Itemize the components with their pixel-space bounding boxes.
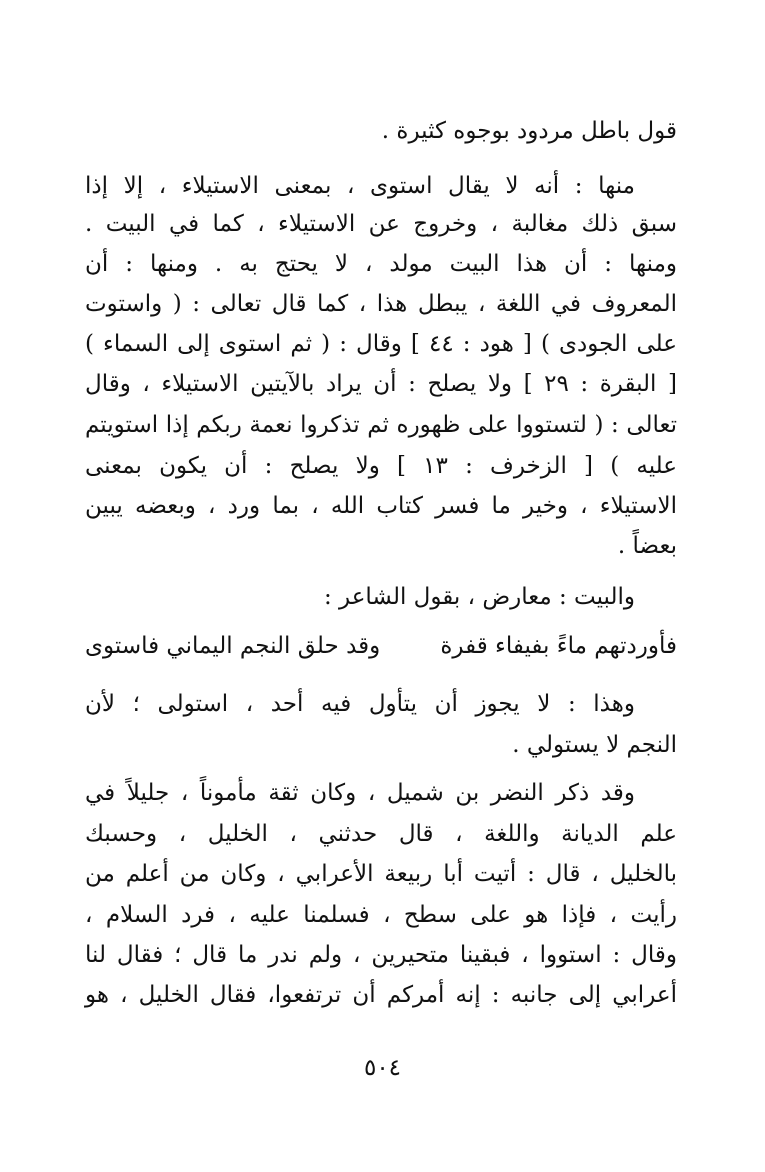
verse-first-hemistich: فأوردتهم ماءً بفيفاء قفرة <box>440 633 677 659</box>
text-line-14: النجم لا يستولي . <box>512 732 677 758</box>
text-line-13: وهذا : لا يجوز أن يتأول فيه أحد ، استولى ؛ لأن <box>85 691 635 717</box>
text-line-4: ومنها : أن هذا البيت مولد ، لا يحتج به . ومنها : أن <box>85 251 677 277</box>
text-line-6: على الجودى ) [ هود : ٤٤ ] وقال : ( ثم استوى إلى السماء ) <box>85 331 677 357</box>
text-line-18: رأيت ، فإذا هو على سطح ، فسلمنا عليه ، فرد السلام ، <box>85 902 677 928</box>
text-line-1: قول باطل مردود بوجوه كثيرة . <box>381 118 677 144</box>
verse-second-hemistich: وقد حلق النجم اليماني فاستوى <box>85 633 381 659</box>
page-number: ٥٠٤ <box>363 1055 402 1081</box>
poetry-verse <box>85 626 677 666</box>
text-line-17: بالخليل ، قال : أتيت أبا ربيعة الأعرابي ، وكان من أعلم من <box>85 861 677 887</box>
text-line-7: [ البقرة : ٢٩ ] ولا يصلح : أن يراد بالآيتين الاستيلاء ، وقال <box>85 371 677 397</box>
text-line-11: بعضاً . <box>617 533 677 559</box>
text-line-9: عليه ) [ الزخرف : ١٣ ] ولا يصلح : أن يكون بمعنى <box>85 453 677 479</box>
text-line-19: وقال : استووا ، فبقينا متحيرين ، ولم ندر ما قال ؛ فقال لنا <box>85 942 677 968</box>
text-line-20: أعرابي إلى جانبه : إنه أمركم أن ترتفعوا، فقال الخليل ، هو <box>85 982 677 1008</box>
text-line-3: سبق ذلك مغالبة ، وخروج عن الاستيلاء ، كما في البيت . <box>85 211 677 237</box>
text-line-15: وقد ذكر النضر بن شميل ، وكان ثقة مأموناً ، جليلاً في <box>85 780 635 806</box>
text-line-16: علم الديانة واللغة ، قال حدثني ، الخليل ، وحسبك <box>85 821 677 847</box>
text-line-5: المعروف في اللغة ، يبطل هذا ، كما قال تعالى : ( واستوت <box>85 291 677 317</box>
text-line-8: تعالى : ( لتستووا على ظهوره ثم تذكروا نعمة ربكم إذا استويتم <box>85 412 677 438</box>
text-line-10: الاستيلاء ، وخير ما فسر كتاب الله ، بما ورد ، وبعضه يبين <box>85 493 677 519</box>
text-line-2: منها : أنه لا يقال استوى ، بمعنى الاستيلاء ، إلا إذا <box>85 173 635 199</box>
text-line-12: والبيت : معارض ، بقول الشاعر : <box>323 584 635 610</box>
